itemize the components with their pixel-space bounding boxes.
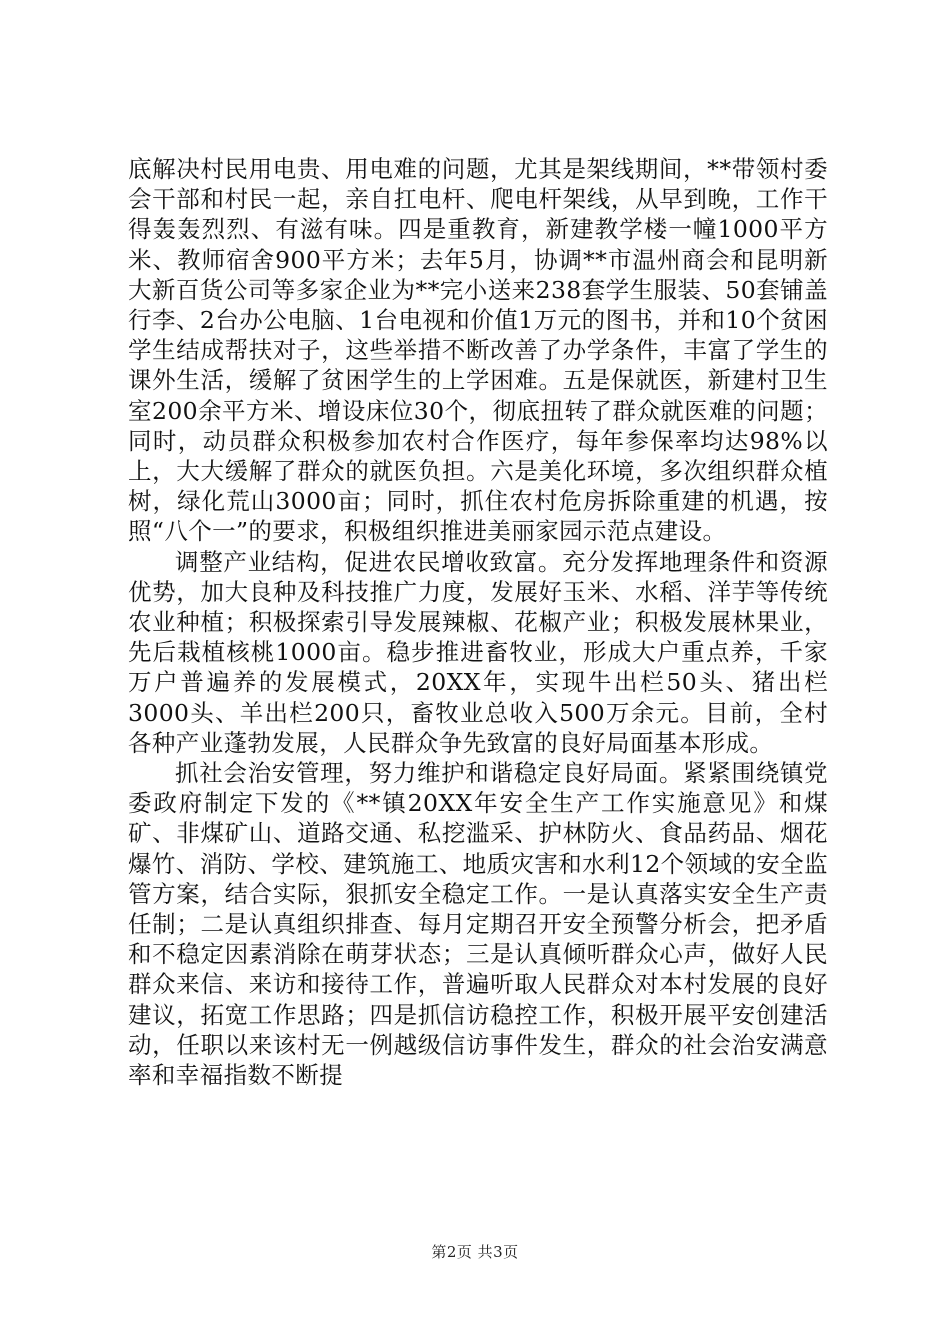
paragraph-industry-structure: 调整产业结构，促进农民增收致富。充分发挥地理条件和资源优势，加大良种及科技推广力度，发展好玉米、水稻、洋芋等传统农业种植；积极探索引导发展辣椒、花椒产业；积极发展林果业，先后栽植核桃1000亩。稳步推进畜牧业，形成大户重点养，千家万户普遍养的发展模式，20XX年，实现牛出栏50头、猪出栏3000头、羊出栏200只，畜牧业总收入500万余元。目前，全村各种产业蓬勃发展，人民群众争先致富的良好局面基本形成。	[128, 547, 828, 757]
paragraph-public-security: 抓社会治安管理，努力维护和谐稳定良好局面。紧紧围绕镇党委政府制定下发的《**镇20XX年安全生产工作实施意见》和煤矿、非煤矿山、道路交通、私挖滥采、护林防火、食品药品、烟花爆竹、消防、学校、建筑施工、地质灾害和水利12个领域的安全监管方案，结合实际，狠抓安全稳定工作。一是认真落实安全生产责任制；二是认真组织排查、每月定期召开安全预警分析会，把矛盾和不稳定因素消除在萌芽状态；三是认真倾听群众心声，做好人民群众来信、来访和接待工作，普遍听取人民群众对本村发展的良好建议，拓宽工作思路；四是抓信访稳控工作，积极开展平安创建活动，任职以来该村无一例越级信访事件发生，群众的社会治安满意率和幸福指数不断提	[128, 759, 828, 1090]
page-number-footer: 第2页 共3页	[431, 1243, 519, 1261]
document-body	[128, 154, 828, 1090]
paragraph-education-health-environment: 底解决村民用电贵、用电难的问题，尤其是架线期间，**带领村委会干部和村民一起，亲自扛电杆、爬电杆架线，从早到晚，工作干得轰轰烈烈、有滋有味。四是重教育，新建教学楼一幢1000平方米、教师宿舍900平方米；去年5月，协调**市温州商会和昆明新大新百货公司等多家企业为**完小送来238套学生服装、50套铺盖行李、2台办公电脑、1台电视和价值1万元的图书，并和10个贫困学生结成帮扶对子，这些举措不断改善了办学条件，丰富了学生的课外生活，缓解了贫困学生的上学困难。五是保就医，新建村卫生室200余平方米、增设床位30个，彻底扭转了群众就医难的问题；同时，动员群众积极参加农村合作医疗，每年参保率均达98%以上，大大缓解了群众的就医负担。六是美化环境，多次组织群众植树，绿化荒山3000亩；同时，抓住农村危房拆除重建的机遇，按照“八个一”的要求，积极组织推进美丽家园示范点建设。	[128, 155, 828, 546]
